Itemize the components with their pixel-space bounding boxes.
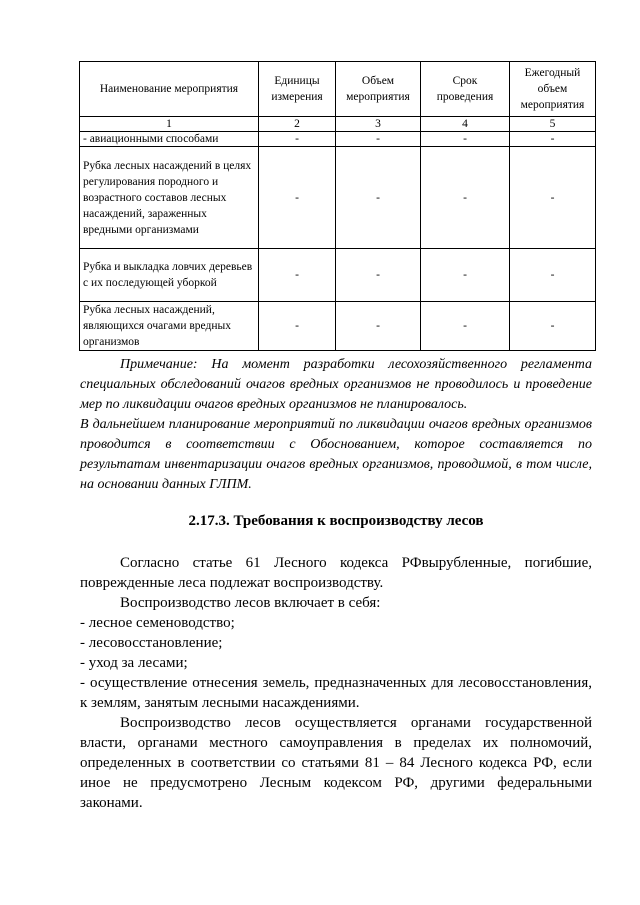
header-units: Единицы измерения (259, 62, 336, 117)
header-volume: Объем мероприятия (336, 62, 421, 117)
table-note (80, 355, 592, 495)
row-annual: - (510, 132, 596, 147)
row-annual: - (510, 302, 596, 351)
col-number: 4 (421, 117, 510, 132)
measures-table (79, 61, 596, 351)
row-name: - авиационными способами (80, 132, 259, 147)
list-item: - лесовосстановление; (80, 635, 223, 651)
row-annual: - (510, 147, 596, 249)
col-number: 3 (336, 117, 421, 132)
row-units: - (259, 302, 336, 351)
row-name: Рубка лесных насаждений в целях регулирования породного и возрастного составов лесных насаждений, зараженных вредными организмами (80, 147, 259, 249)
col-number: 5 (510, 117, 596, 132)
table-row (80, 302, 596, 351)
row-volume: - (336, 132, 421, 147)
body-paragraph: Воспроизводство лесов осуществляется органами государственной власти, органами местного самоуправления в пределах их полномочий, определенных в соответствии со статьями 81 – 84 Лесного кодекса РФ, если иное не предусмотрено Лесным кодексом РФ, другими федеральными законами. (80, 715, 592, 811)
section-heading: 2.17.3. Требования к воспроизводству лесов (188, 513, 484, 529)
header-term: Срок проведения (421, 62, 510, 117)
body-paragraph: Согласно статье 61 Лесного кодекса РФвырубленные, погибшие, поврежденные леса подлежат воспроизводству. (80, 555, 592, 591)
list-item: - осуществление отнесения земель, предназначенных для лесовосстановления, к землям, занятым лесными насаждениями. (80, 675, 592, 711)
row-term: - (421, 147, 510, 249)
row-name: Рубка и выкладка ловчих деревьев с их последующей уборкой (80, 249, 259, 302)
row-term: - (421, 132, 510, 147)
table-row (80, 132, 596, 147)
row-units: - (259, 132, 336, 147)
table-header-row (80, 62, 596, 117)
table-row (80, 147, 596, 249)
row-term: - (421, 249, 510, 302)
row-units: - (259, 249, 336, 302)
table-row (80, 249, 596, 302)
col-number: 2 (259, 117, 336, 132)
row-name: Рубка лесных насаждений, являющихся очагами вредных организмов (80, 302, 259, 351)
note-paragraph: В дальнейшем планирование мероприятий по ликвидации очагов вредных организмов проводится в соответствии с Обоснованием, которое составляется по результатам инвентаризации очагов вредных организмов, проводимой, в том числе, на основании данных ГЛПМ. (80, 417, 592, 492)
col-number: 1 (80, 117, 259, 132)
row-volume: - (336, 147, 421, 249)
section-body (80, 553, 592, 813)
header-annual: Ежегодный объем мероприятия (510, 62, 596, 117)
row-term: - (421, 302, 510, 351)
list-item: - уход за лесами; (80, 655, 188, 671)
list-item: - лесное семеноводство; (80, 615, 235, 631)
row-volume: - (336, 302, 421, 351)
row-annual: - (510, 249, 596, 302)
column-number-row (80, 117, 596, 132)
body-paragraph: Воспроизводство лесов включает в себя: (120, 595, 381, 611)
row-units: - (259, 147, 336, 249)
header-name: Наименование мероприятия (80, 62, 259, 117)
row-volume: - (336, 249, 421, 302)
note-paragraph: Примечание: На момент разработки лесохозяйственного регламента специальных обследований очагов вредных организмов не проводилось и проведение мер по ликвидации очагов вредных организмов не планировалось. (80, 357, 592, 412)
